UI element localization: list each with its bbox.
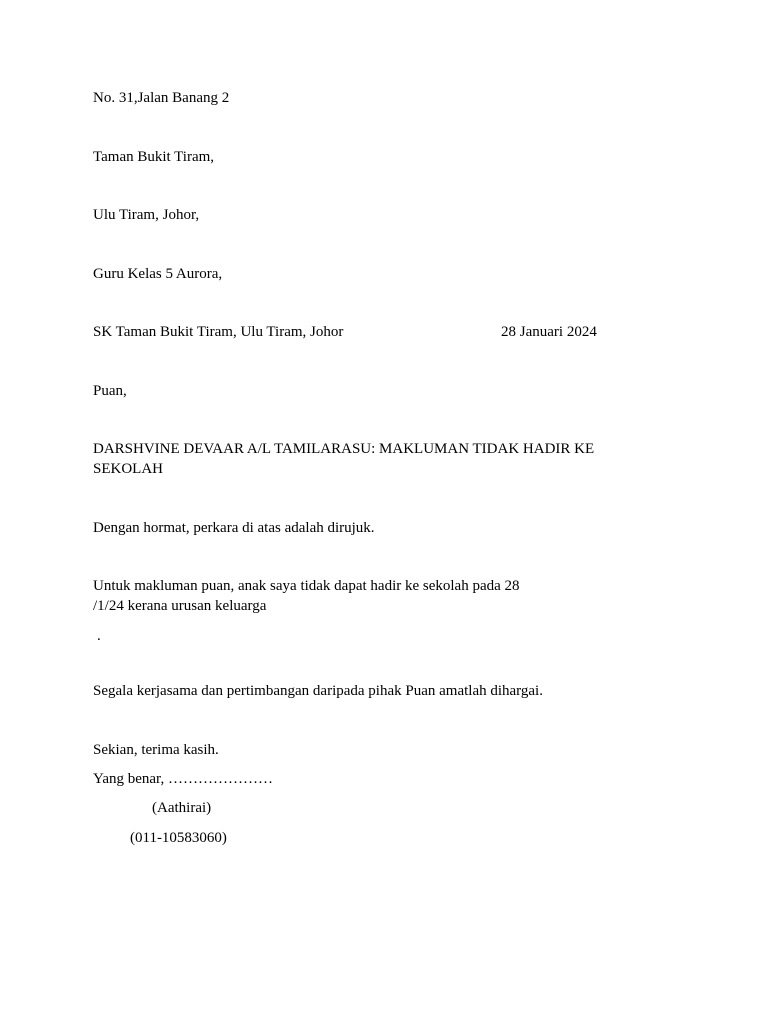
signer-phone: (011-10583060)	[130, 830, 227, 846]
body-paragraph-1: Dengan hormat, perkara di atas adalah dirujuk.	[93, 520, 375, 536]
recipient-title: Guru Kelas 5 Aurora,	[93, 266, 223, 282]
closing-sign-off: Yang benar, …………………	[93, 771, 273, 787]
recipient-school: SK Taman Bukit Tiram, Ulu Tiram, Johor	[93, 324, 344, 340]
address-line-3: Ulu Tiram, Johor,	[93, 207, 200, 223]
subject-line-1: DARSHVINE DEVAAR A/L TAMILARASU: MAKLUMAN TIDAK HADIR KE	[93, 441, 595, 457]
body-paragraph-2-line-1: Untuk makluman puan, anak saya tidak dapat hadir ke sekolah pada 28	[93, 578, 520, 594]
body-paragraph-2	[93, 576, 520, 616]
body-paragraph-2-line-2: /1/24 kerana urusan keluarga	[93, 598, 267, 614]
body-paragraph-3: Segala kerjasama dan pertimbangan daripada pihak Puan amatlah dihargai.	[93, 683, 543, 699]
address-line-2: Taman Bukit Tiram,	[93, 149, 215, 165]
body-paragraph-2-dot: .	[97, 628, 101, 644]
salutation: Puan,	[93, 383, 127, 399]
subject-line-2: SEKOLAH	[93, 461, 163, 477]
address-line-1: No. 31,Jalan Banang 2	[93, 90, 230, 106]
signer-name: (Aathirai)	[152, 800, 212, 816]
closing-thanks: Sekian, terima kasih.	[93, 742, 219, 758]
letter-date: 28 Januari 2024	[501, 324, 597, 340]
subject-heading	[93, 439, 693, 479]
